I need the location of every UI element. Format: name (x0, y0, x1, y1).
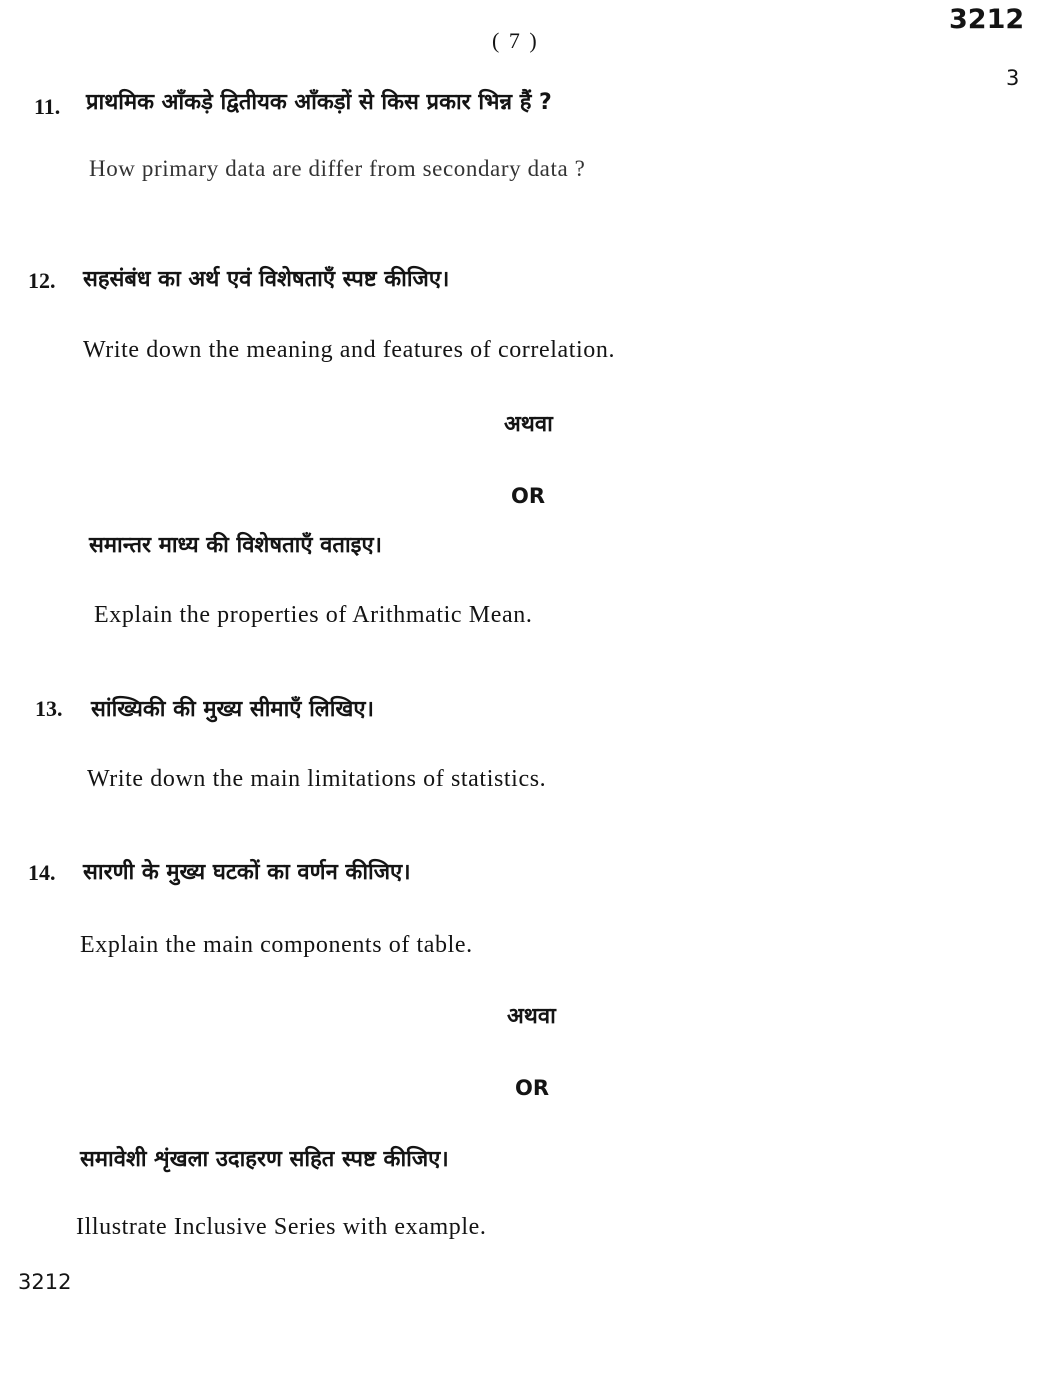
or-hindi: अथवा (504, 412, 553, 437)
question-hindi: प्राथमिक आँकड़े द्वितीयक आँकड़ों से किस प्रकार भिन्न हैं ? (86, 90, 552, 115)
page-number: ( 7 ) (492, 28, 539, 53)
alternative-hindi: समान्तर माध्य की विशेषताएँ वताइए। (89, 533, 382, 558)
question-hindi: सारणी के मुख्य घटकों का वर्णन कीजिए। (83, 860, 411, 885)
question-english: Write down the meaning and features of correlation. (83, 337, 616, 363)
or-english: OR (511, 484, 546, 508)
question-english: Write down the main limitations of statistics. (87, 766, 547, 792)
alternative-hindi: समावेशी शृंखला उदाहरण सहित स्पष्ट कीजिए। (80, 1147, 449, 1172)
or-english: OR (515, 1076, 550, 1100)
question-number: 14. (28, 860, 56, 885)
alternative-english: Illustrate Inclusive Series with example. (76, 1214, 487, 1240)
question-number: 13. (35, 696, 63, 721)
question-english: Explain the main components of table. (80, 932, 473, 958)
question-number: 12. (28, 268, 56, 293)
question-hindi: सांख्यिकी की मुख्य सीमाएँ लिखिए। (91, 697, 374, 722)
alternative-english: Explain the properties of Arithmatic Mean. (94, 602, 533, 628)
or-hindi: अथवा (507, 1004, 556, 1029)
question-hindi: सहसंबंध का अर्थ एवं विशेषताएँ स्पष्ट कीजिए। (83, 267, 450, 292)
question-english: How primary data are differ from secondary data ? (89, 156, 586, 181)
paper-code-footer: 3212 (18, 1270, 72, 1294)
question-number: 11. (34, 94, 61, 119)
paper-code-header: 3212 (949, 4, 1025, 35)
marks-label: 3 (1006, 66, 1020, 90)
